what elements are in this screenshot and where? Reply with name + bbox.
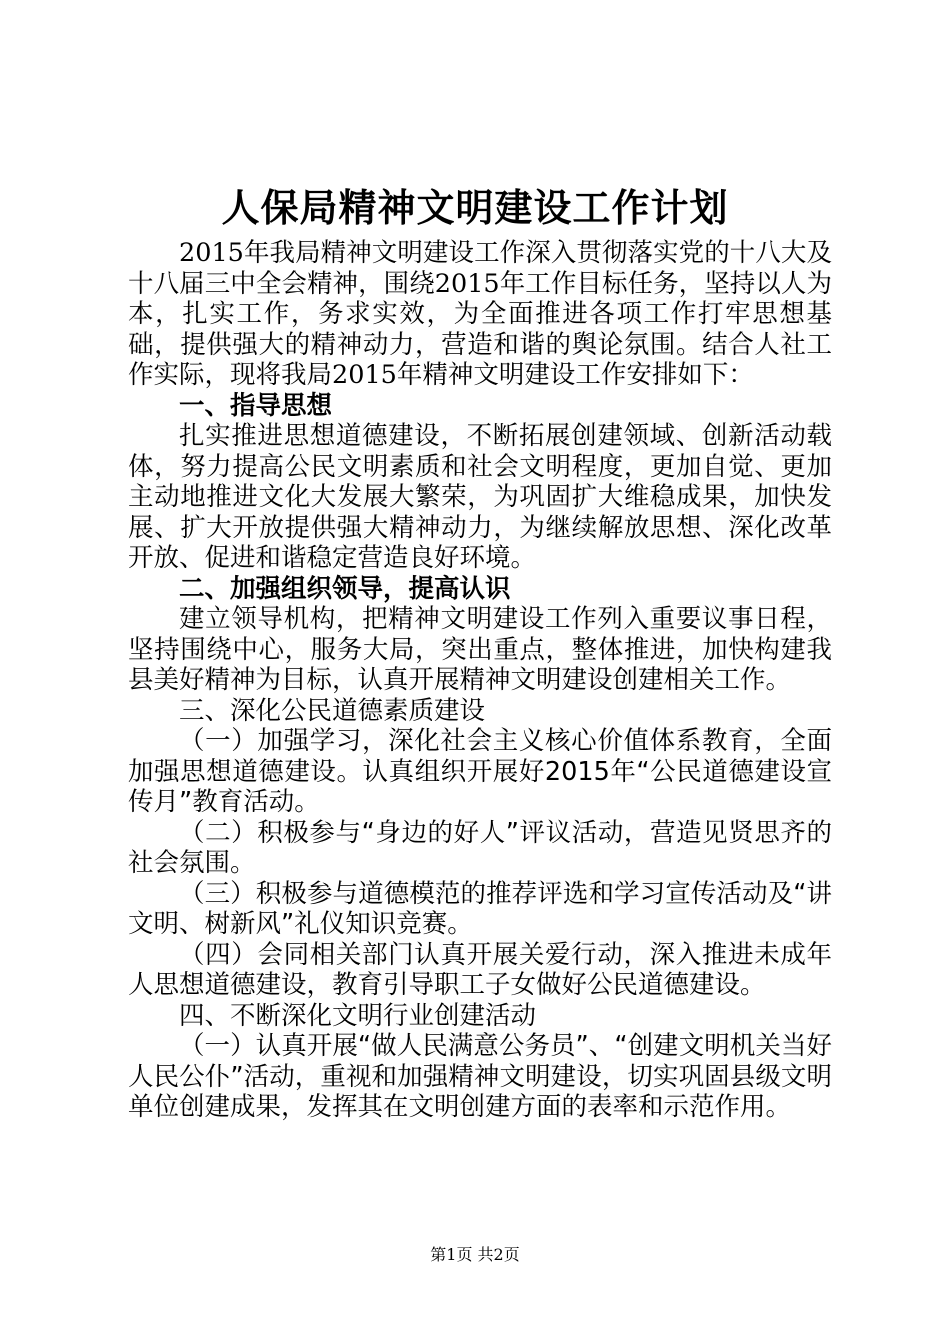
- section-3-item-3: （三）积极参与道德模范的推荐评选和学习宣传活动及“讲文明、树新风”礼仪知识竞赛。: [128, 878, 832, 939]
- section-heading-4: 四、不断深化文明行业创建活动: [179, 1000, 537, 1031]
- section-3-item-1: （一）加强学习，深化社会主义核心价值体系教育，全面加强思想道德建设。认真组织开展好2015年“公民道德建设宣传月”教育活动。: [128, 726, 832, 817]
- document-title: 人保局精神文明建设工作计划: [221, 185, 729, 230]
- section-heading-3: 三、深化公民道德素质建设: [179, 695, 486, 726]
- section-3-item-2: （二）积极参与“身边的好人”评议活动，营造见贤思齐的社会氛围。: [128, 817, 832, 878]
- page-footer: 第1页 共2页: [430, 1245, 520, 1264]
- section-1-paragraph: 扎实推进思想道德建设，不断拓展创建领域、创新活动载体，努力提高公民文明素质和社会文明程度，更加自觉、更加主动地推进文化大发展大繁荣，为巩固扩大维稳成果，加快发展、扩大开放提供强大精神动力，为继续解放思想、深化改革开放、促进和谐稳定营造良好环境。: [128, 421, 832, 573]
- section-3-item-4: （四）会同相关部门认真开展关爱行动，深入推进未成年人思想道德建设，教育引导职工子女做好公民道德建设。: [128, 939, 832, 1000]
- section-2-paragraph: 建立领导机构，把精神文明建设工作列入重要议事日程，坚持围绕中心，服务大局，突出重点，整体推进，加快构建我县美好精神为目标，认真开展精神文明建设创建相关工作。: [128, 604, 832, 695]
- section-heading-1: 一、指导思想: [179, 390, 333, 421]
- section-heading-2: 二、加强组织领导，提高认识: [179, 573, 511, 604]
- section-4-item-1: （一）认真开展“做人民满意公务员”、“创建文明机关当好人民公仆”活动，重视和加强精神文明建设，切实巩固县级文明单位创建成果，发挥其在文明创建方面的表率和示范作用。: [128, 1031, 832, 1122]
- document-body: [128, 238, 832, 1123]
- intro-paragraph: 2015年我局精神文明建设工作深入贯彻落实党的十八大及十八届三中全会精神，围绕2015年工作目标任务，坚持以人为本，扎实工作，务求实效，为全面推进各项工作打牢思想基础，提供强大的精神动力，营造和谐的舆论氛围。结合人社工作实际，现将我局2015年精神文明建设工作安排如下：: [128, 238, 832, 390]
